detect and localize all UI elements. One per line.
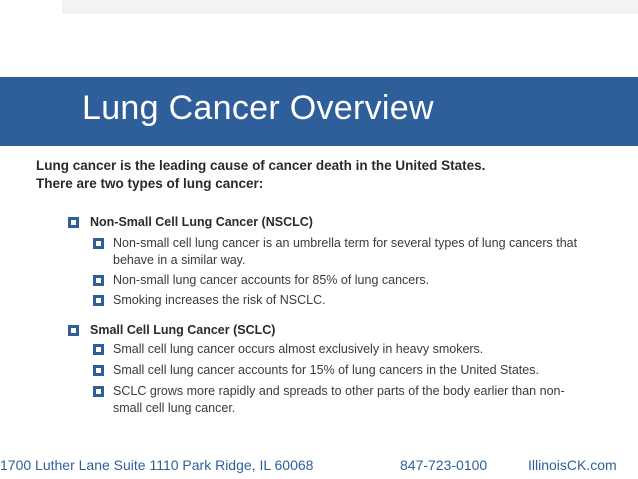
list-item xyxy=(93,341,593,358)
intro-text xyxy=(36,157,596,193)
square-bullet-icon xyxy=(93,295,104,306)
intro-line-2: There are two types of lung cancer: xyxy=(36,176,264,191)
list-item xyxy=(93,362,593,379)
list-item-text: SCLC grows more rapidly and spreads to other parts of the body earlier than non-small cell lung cancer. xyxy=(113,384,565,415)
square-bullet-icon xyxy=(93,238,104,249)
section-heading-label: Small Cell Lung Cancer (SCLC) xyxy=(90,323,276,337)
footer-address: 1700 Luther Lane Suite 1110 Park Ridge, IL 60068 xyxy=(0,457,314,473)
footer-phone: 847-723-0100 xyxy=(400,457,488,473)
square-bullet-icon xyxy=(93,386,104,397)
top-decorative-strip xyxy=(62,0,638,14)
square-bullet-icon xyxy=(93,344,104,355)
square-bullet-icon xyxy=(68,325,79,336)
list-item-text: Small cell lung cancer occurs almost exclusively in heavy smokers. xyxy=(113,342,484,356)
section-heading-label: Non-Small Cell Lung Cancer (NSCLC) xyxy=(90,215,313,229)
intro-line-1: Lung cancer is the leading cause of cancer death in the United States. xyxy=(36,158,486,173)
square-bullet-icon xyxy=(68,217,79,228)
list-item xyxy=(93,235,593,269)
footer-website[interactable]: IllinoisCK.com xyxy=(528,457,617,473)
list-item xyxy=(93,272,593,289)
list-item-text: Non-small cell lung cancer is an umbrella term for several types of lung cancers that behave in a similar way. xyxy=(113,236,578,267)
square-bullet-icon xyxy=(93,365,104,376)
slide-title: Lung Cancer Overview xyxy=(82,89,434,127)
list-item xyxy=(93,383,593,417)
list-item-text: Smoking increases the risk of NSCLC. xyxy=(113,293,326,307)
list-item-text: Small cell lung cancer accounts for 15% of lung cancers in the United States. xyxy=(113,363,539,377)
list-item xyxy=(93,292,593,309)
square-bullet-icon xyxy=(93,275,104,286)
list-item-text: Non-small lung cancer accounts for 85% of lung cancers. xyxy=(113,273,430,287)
